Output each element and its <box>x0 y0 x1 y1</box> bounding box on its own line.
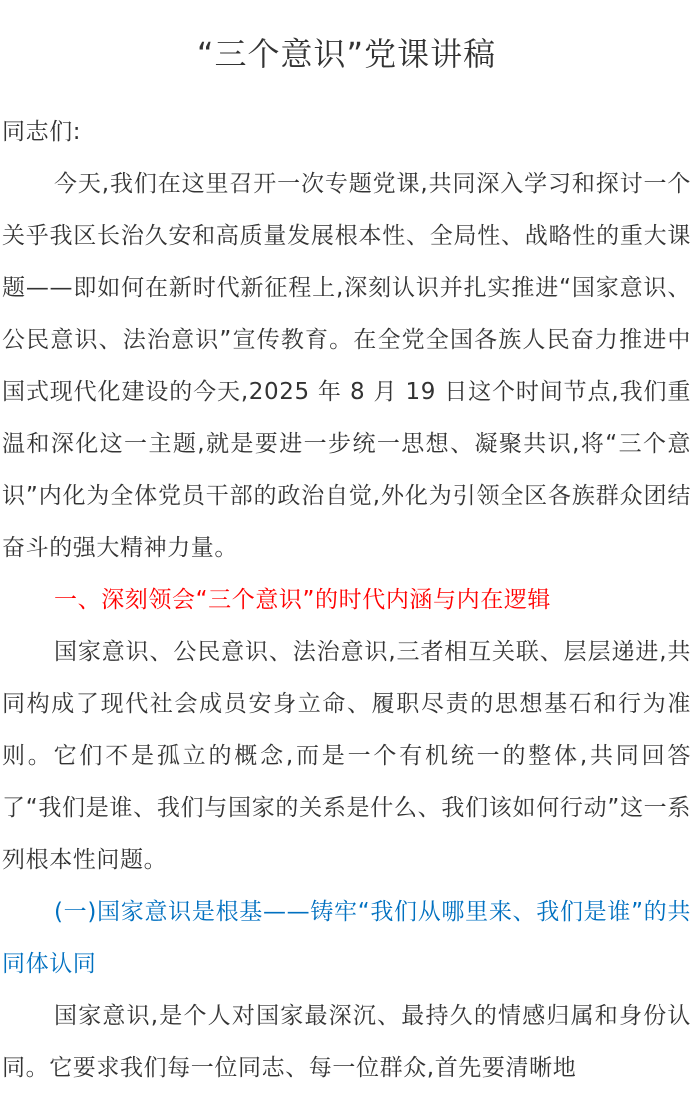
salutation: 同志们: <box>2 119 82 145</box>
document-title: “三个意识”党课讲稿 <box>196 35 497 73</box>
subsection-heading-1: (一)国家意识是根基——铸牢“我们从哪里来、我们是谁”的共同体认同 <box>2 899 691 977</box>
intro-paragraph: 今天,我们在这里召开一次专题党课,共同深入学习和探讨一个关乎我区长治久安和高质量发展根本性、全局性、战略性的重大课题——即如何在新时代新征程上,深刻认识并扎实推进“国家意识、公民意识、法治意识”宣传教育。在全党全国各族人民奋力推进中国式现代化建设的今天,2025 年 8 月 19 日这个时间节点,我们重温和深化这一主题,就是要进一步统一思想、凝聚共识,将“三个意识”内化为全体党员干部的政治自觉,外化为引领全区各族群众团结奋斗的强大精神力量。 <box>2 171 691 561</box>
section-heading-1: 一、深刻领会“三个意识”的时代内涵与内在逻辑 <box>54 587 552 613</box>
subsection-1-paragraph: 国家意识,是个人对国家最深沉、最持久的情感归属和身份认同。它要求我们每一位同志、每一位群众,首先要清晰地 <box>2 1003 691 1081</box>
document-body <box>2 106 691 1094</box>
section-1-paragraph: 国家意识、公民意识、法治意识,三者相互关联、层层递进,共同构成了现代社会成员安身立命、履职尽责的思想基石和行为准则。它们不是孤立的概念,而是一个有机统一的整体,共同回答了“我们是谁、我们与国家的关系是什么、我们该如何行动”这一系列根本性问题。 <box>2 639 691 873</box>
